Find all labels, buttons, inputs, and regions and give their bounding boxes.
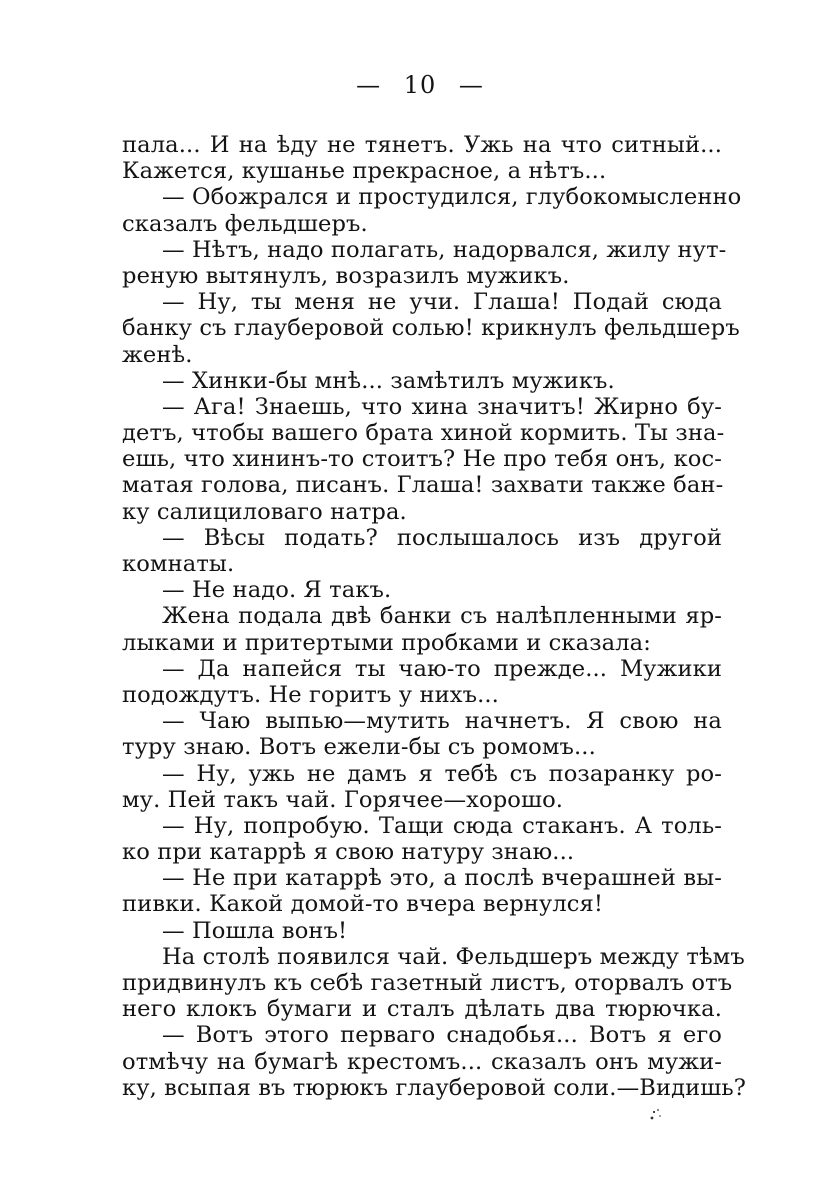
text-line: му. Пей такъ чай. Горячее—хорошо.: [122, 786, 564, 813]
text-line: сказалъ фельдшеръ.: [122, 210, 368, 237]
text-line: Кажется, кушанье прекрасное, а нѣтъ...: [122, 158, 607, 185]
print-specks-decoration: [648, 1106, 668, 1124]
text-line: — Не надо. Я такъ.: [162, 577, 392, 604]
text-line: детъ, чтобы вашего брата хиной кормить. Ты зна-: [122, 420, 725, 447]
text-line: лыками и притертыми пробками и сказала:: [122, 629, 651, 656]
text-line: банку съ глауберовой солью! крикнулъ фельдшеръ: [122, 315, 740, 342]
text-line: ку салициловаго натра.: [122, 498, 407, 525]
page-header: [0, 70, 840, 100]
text-line: — Ну, попробую. Тащи сюда стаканъ. А толь-: [162, 812, 722, 839]
text-line: Жена подала двѣ банки съ налѣпленными яр-: [162, 603, 722, 630]
text-line: отмѣчу на бумагѣ крестомъ... сказалъ онъ мужи-: [122, 1048, 722, 1075]
text-line: туру знаю. Вотъ ежели-бы съ ромомъ...: [122, 734, 596, 761]
page-number: 10: [403, 71, 437, 99]
text-line: ешь, что хининъ-то стоитъ? Не про тебя онъ, кос-: [122, 446, 722, 473]
text-line: — Ага! Знаешь, что хина значитъ! Жирно бу-: [162, 393, 722, 420]
body-text: [122, 132, 747, 1101]
text-line: пивки. Какой домой-то вчера вернулся!: [122, 891, 604, 918]
text-line: — Да напейся ты чаю-то прежде... Мужики: [162, 655, 722, 682]
text-line: него клокъ бумаги и сталъ дѣлать два тюрючка.: [122, 996, 722, 1023]
text-line: — Нѣтъ, надо полагать, надорвался, жилу нут-: [162, 236, 727, 263]
text-line: матая голова, писанъ. Глаша! захвати также бан-: [122, 472, 724, 499]
text-line: комнаты.: [122, 551, 235, 577]
text-line: ко при катаррѣ я свою натуру знаю...: [122, 839, 575, 866]
text-line: — Чаю выпью—мутить начнетъ. Я свою на: [162, 708, 722, 735]
text-line: — Пошла вонъ!: [162, 917, 348, 944]
text-line: женѣ.: [122, 341, 193, 368]
text-line: пала... И на ѣду не тянетъ. Ужь на что ситный...: [122, 132, 722, 158]
text-line: ку, всыпая въ тюрюкъ глауберовой соли.—Видишь?: [122, 1074, 747, 1101]
text-line: — Вѣсы подать? послышалось изъ другой: [162, 524, 722, 551]
text-line: — Ну, ты меня не учи. Глаша! Подай сюда: [162, 289, 722, 316]
header-dash-left: —: [356, 71, 382, 99]
text-line: придвинулъ къ себѣ газетный листъ, оторвалъ отъ: [122, 970, 733, 996]
header-dash-right: —: [458, 71, 484, 99]
text-line: — Обожрался и простудился, глубокомысленно: [162, 184, 742, 211]
text-line: — Хинки-бы мнѣ... замѣтилъ мужикъ.: [162, 367, 615, 394]
text-line: На столѣ появился чай. Фельдшеръ между тѣмъ: [162, 943, 745, 970]
text-line: подождутъ. Не горитъ у нихъ...: [122, 681, 499, 708]
text-line: — Не при катаррѣ это, а послѣ вчерашней вы-: [162, 865, 722, 892]
text-line: — Вотъ этого перваго снадобья... Вотъ я его: [162, 1022, 722, 1049]
text-line: реную вытянулъ, возразилъ мужикъ.: [122, 262, 570, 289]
text-line: — Ну, ужь не дамъ я тебѣ съ позаранку ро-: [162, 760, 722, 787]
